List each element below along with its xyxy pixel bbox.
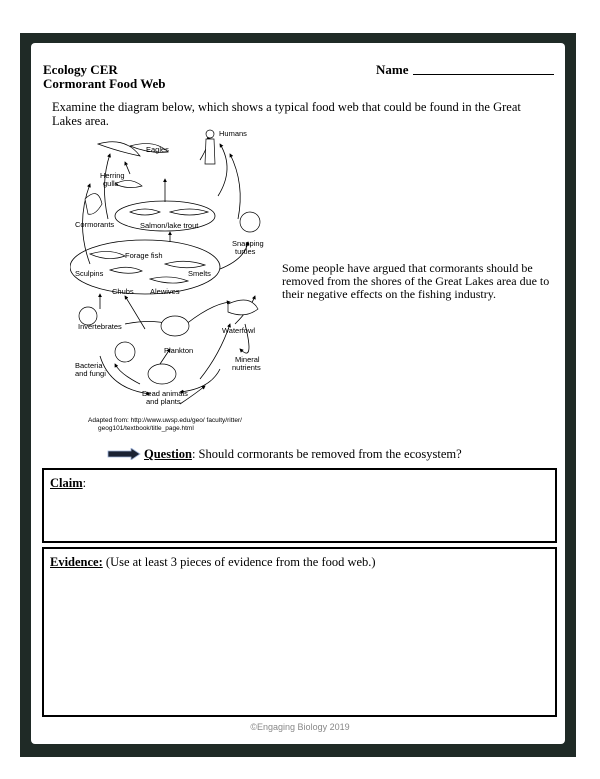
bacteria-icon — [115, 342, 135, 362]
label-herring-gulls-2: gulls — [103, 179, 119, 188]
intro-text: Examine the diagram below, which shows a typical food web that could be found in the Great Lakes area. — [52, 100, 521, 128]
claim-label — [50, 476, 86, 491]
name-field-line[interactable] — [413, 74, 554, 75]
chub-icon — [110, 267, 142, 273]
sculpin-icon — [90, 251, 125, 258]
label-bacteria: Bacteria — [75, 361, 103, 370]
label-turtles: turtles — [235, 247, 256, 256]
name-label: Name — [376, 62, 409, 77]
claim-colon: : — [82, 476, 87, 490]
turtle-icon — [240, 212, 260, 232]
dead-matter-icon — [148, 364, 176, 384]
label-salmon: Salmon/lake trout — [140, 221, 199, 230]
label-snapping: Snapping — [232, 239, 264, 248]
worksheet-subtitle: Cormorant Food Web — [43, 76, 166, 91]
evidence-answer-box[interactable] — [42, 547, 557, 717]
salmon-icon — [130, 209, 160, 215]
label-mineral: Mineral — [235, 355, 260, 364]
label-herring-gulls: Herring — [100, 171, 125, 180]
human-icon — [206, 130, 214, 138]
alewife-icon — [150, 277, 188, 283]
evidence-instruction: (Use at least 3 pieces of evidence from the food web.) — [102, 555, 376, 569]
label-sculpins: Sculpins — [75, 269, 104, 278]
waterfowl-icon — [228, 300, 258, 315]
cormorant-icon — [85, 194, 102, 215]
side-text: Some people have argued that cormorants should be removed from the shores of the Great Lakes area due to their negative effects on the fishing industry. — [282, 261, 550, 301]
label-eagles: Eagles — [146, 145, 169, 154]
claim-heading: Claim — [50, 476, 83, 490]
question-prompt — [144, 447, 462, 462]
label-humans: Humans — [219, 129, 247, 138]
label-forage-fish: Forage fish — [125, 251, 163, 260]
food-web-diagram — [70, 124, 280, 434]
label-invertebrates: Invertebrates — [78, 322, 122, 331]
smelt-icon — [165, 261, 205, 268]
label-alewives: Alewives — [150, 287, 180, 296]
question-text: : Should cormorants be removed from the ecosystem? — [191, 447, 462, 461]
source-line-1: Adapted from: http://www.uwsp.edu/geo/ faculty/ritter/ — [88, 417, 242, 424]
label-smelts: Smelts — [188, 269, 211, 278]
eagle-icon — [98, 142, 140, 156]
diagram-source — [88, 417, 278, 433]
label-fungi: and fungi — [75, 369, 106, 378]
question-label: Question — [144, 447, 192, 461]
evidence-heading: Evidence: — [50, 555, 103, 569]
label-dead-animals: Dead animals — [142, 389, 188, 398]
gull-icon — [115, 180, 142, 187]
copyright-footer: ©Engaging Biology 2019 — [250, 722, 350, 732]
worksheet-title: Ecology CER — [43, 62, 118, 77]
claim-answer-box[interactable] — [42, 468, 557, 543]
label-waterfowl: Waterfowl — [222, 326, 256, 335]
plankton-icon — [161, 316, 189, 336]
label-chubs: Chubs — [112, 287, 134, 296]
label-plankton: Plankton — [164, 346, 194, 355]
label-and-plants: and plants — [146, 397, 181, 406]
evidence-label — [50, 555, 376, 570]
source-line-2: geog101/textbook/title_page.html — [98, 425, 194, 432]
label-nutrients: nutrients — [232, 363, 261, 372]
label-cormorants: Cormorants — [75, 220, 115, 229]
arrow-right-icon — [107, 448, 141, 460]
